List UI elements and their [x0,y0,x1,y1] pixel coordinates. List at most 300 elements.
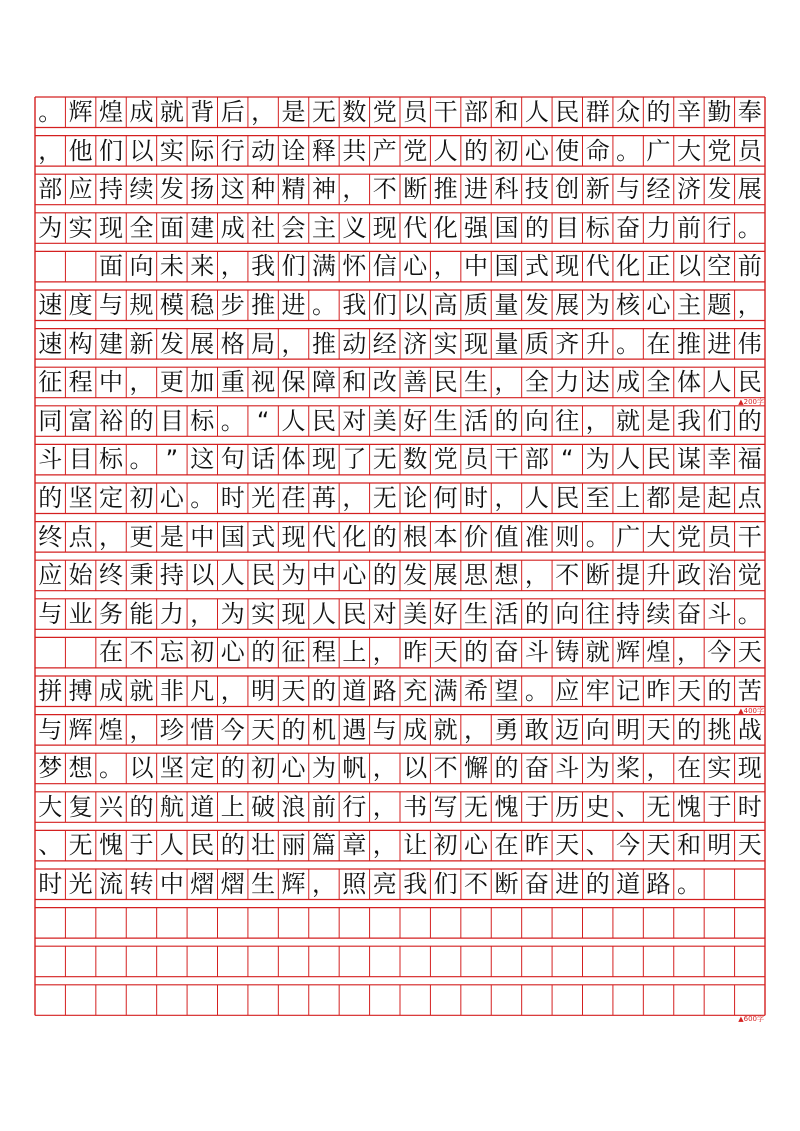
grid-cell: 以 [403,754,428,783]
grid-cell: 标 [585,213,610,242]
grid-cell: 心 [464,831,489,860]
grid-cell: 推 [251,291,276,319]
grid-cell: 想 [68,754,93,783]
grid-cell [674,942,704,980]
grid-cell: ， [433,252,458,281]
grid-cell: 点 [737,484,762,512]
grid-cell: 济 [676,175,701,204]
grid-cell: 辉 [68,715,93,744]
grid-cell: 历 [555,792,580,821]
grid-cell: 的 [38,484,63,512]
grid-cell: 展 [190,329,215,358]
grid-cell: 动 [342,329,367,358]
grid-cell: 无 [372,445,397,474]
grid-cell: 谋 [676,445,701,474]
grid-cell: 面 [99,252,124,281]
grid-cell: 路 [646,870,671,898]
grid-cell: 更 [129,522,154,551]
grid-cell: 愧 [494,792,519,821]
grid-cell: 想 [494,561,519,590]
grid-cell: 量 [494,329,519,358]
grid-cell: 题 [707,291,732,319]
grid-cell [491,942,521,980]
grid-cell: 核 [616,291,641,319]
grid-cell: 速 [38,329,63,358]
grid-cell: 人 [616,445,641,474]
grid-cell [309,981,339,1019]
grid-cell: 机 [311,715,336,744]
grid-cell: 与 [616,175,641,204]
grid-cell [370,904,400,942]
grid-cell: 。 [737,599,762,628]
grid-cell: 为 [585,754,610,783]
grid-cell: 技 [524,175,549,204]
grid-cell: 以 [676,252,701,281]
grid-cell: 发 [159,329,184,358]
grid-cell: ， [494,368,519,397]
grid-cell: 征 [38,368,63,397]
grid-cell: 部 [38,175,63,204]
grid-cell: 非 [159,677,184,705]
grid-cell: 对 [372,599,397,628]
grid-cell: 济 [403,329,428,358]
grid-cell [65,633,95,671]
grid-cell: 的 [646,98,671,126]
grid-cell: 发 [524,291,549,319]
grid-cell: 章 [342,831,367,860]
grid-cell: 推 [676,329,701,358]
grid-cell: 们 [707,406,732,435]
grid-cell: 部 [524,445,549,474]
grid-cell: 是 [646,406,671,435]
grid-cell: 中 [99,368,124,397]
grid-cell: 无 [464,792,489,821]
grid-cell: 干 [494,445,519,474]
grid-cell: 终 [38,522,63,551]
grid-cell: 主 [676,291,701,319]
grid-cell: 人 [524,484,549,512]
grid-cell [552,904,582,942]
grid-cell: 无 [646,792,671,821]
grid-cell: 奋 [616,213,641,242]
grid-cell: 民 [433,368,458,397]
text-row [35,633,765,671]
grid-cell: 始 [68,561,93,590]
grid-cell [735,865,765,903]
grid-cell: ， [372,638,397,667]
grid-cell: 向 [585,715,610,744]
grid-cell: 党 [433,445,458,474]
grid-cell [218,981,248,1019]
grid-cell [704,865,734,903]
grid-cell: 进 [707,329,732,358]
grid-cell: 障 [311,368,336,397]
grid-cell: 的 [220,754,245,783]
grid-cell: 主 [311,213,336,242]
grid-cell: 。 [99,754,124,783]
grid-cell: 初 [433,831,458,860]
grid-cell: 标 [99,445,124,474]
grid-cell: 好 [403,406,428,435]
grid-cell: 丽 [281,831,306,860]
grid-cell: ， [220,677,245,705]
grid-cell: ， [342,484,367,512]
grid-cell: 天 [555,831,580,860]
grid-cell: 心 [342,561,367,590]
grid-cell: 中 [464,252,489,281]
grid-cell [430,981,460,1019]
grid-cell: 建 [99,329,124,358]
grid-cell: 这 [220,175,245,204]
grid-cell: 史 [585,792,610,821]
grid-cell: 民 [311,406,336,435]
grid-cell: 道 [616,870,641,898]
grid-cell: 民 [190,831,215,860]
grid-cell [157,981,187,1019]
grid-cell: 中 [190,522,215,551]
grid-cell: 现 [311,445,336,474]
grid-cell: 昨 [403,638,428,667]
grid-cell: 至 [585,484,610,512]
grid-cell: 断 [403,175,428,204]
grid-cell: 体 [676,368,701,397]
grid-cell: 前 [737,252,762,281]
grid-cell: 进 [555,870,580,898]
grid-cell [35,904,65,942]
grid-cell: 现 [372,213,397,242]
grid-cell [96,981,126,1019]
grid-cell: 们 [433,870,458,898]
grid-cell: 裕 [99,406,124,435]
grid-cell: 不 [372,175,397,204]
grid-cell: 今 [616,831,641,860]
grid-cell: “ [256,406,270,435]
grid-cell: 满 [433,677,458,705]
grid-cell: 民 [737,368,762,397]
text-row [35,247,765,285]
grid-cell: 背 [190,98,215,126]
grid-cell: ， [129,715,154,744]
grid-cell: ， [281,329,306,358]
grid-cell: 斗 [707,599,732,628]
grid-cell: 民 [555,484,580,512]
grid-cell: 亮 [372,870,397,898]
grid-cell: 于 [129,831,154,860]
grid-cell: 经 [646,175,671,204]
grid-cell: 扬 [190,175,215,204]
word-count-mark: ▲200字 [738,397,764,406]
grid-cell: 诠 [281,136,306,165]
grid-cell: 续 [129,175,154,204]
grid-cell: 奉 [737,98,762,126]
grid-cell: 战 [737,715,762,744]
grid-cell: 煌 [99,715,124,744]
grid-cell [735,904,765,942]
grid-cell: 。 [616,329,641,358]
grid-cell: 话 [251,445,276,474]
grid-cell: 秉 [129,561,154,590]
grid-cell: 心 [524,136,549,165]
grid-cell: 的 [524,599,549,628]
grid-cell: 们 [99,136,124,165]
grid-cell: 生 [464,368,489,397]
grid-cell: 稳 [190,291,215,319]
grid-cell: 就 [129,677,154,705]
grid-cell: 复 [68,792,93,821]
grid-cell [430,942,460,980]
grid-cell: 目 [159,406,184,435]
grid-cell: 代 [311,522,336,551]
grid-cell: 众 [616,98,641,126]
grid-cell: 美 [403,599,428,628]
grid-cell: 。 [129,445,154,474]
grid-cell [157,942,187,980]
grid-cell: 不 [555,561,580,590]
text-row [35,672,765,710]
grid-cell: 愧 [676,792,701,821]
grid-cell [339,942,369,980]
grid-cell: 斗 [524,638,549,667]
grid-cell [339,981,369,1019]
grid-cell [461,904,491,942]
grid-cell: 。 [190,484,215,512]
text-row [35,325,765,363]
grid-cell: 坚 [159,754,184,783]
grid-cell: 改 [372,368,397,397]
text-row [35,749,765,787]
text-row [35,904,765,942]
grid-cell: 力 [159,599,184,628]
grid-cell: 的 [676,715,701,744]
grid-cell: 格 [220,329,245,358]
grid-cell: 现 [99,213,124,242]
grid-cell: 斗 [555,754,580,783]
grid-cell: 党 [707,136,732,165]
grid-cell: 在 [494,831,519,860]
word-count-mark: ▲600字 [738,1015,764,1024]
grid-cell: 是 [676,484,701,512]
grid-cell: 善 [403,368,428,397]
grid-cell: 应 [555,677,580,705]
grid-cell: 目 [555,213,580,242]
grid-cell: 的 [585,870,610,898]
grid-cell [491,981,521,1019]
grid-cell: 使 [555,136,580,165]
grid-cell [643,981,673,1019]
grid-cell: 拼 [38,677,63,705]
grid-cell: 的 [494,406,519,435]
grid-cell [248,942,278,980]
grid-cell: 保 [281,368,306,397]
grid-cell: 让 [403,831,428,860]
grid-cell: 目 [68,445,93,474]
grid-cell [35,633,65,671]
grid-cell [613,904,643,942]
grid-cell: 大 [676,136,701,165]
grid-cell [126,981,156,1019]
grid-cell: 苒 [311,484,336,512]
grid-cell: 速 [38,291,63,319]
grid-cell: 会 [281,213,306,242]
grid-cell: 的 [464,136,489,165]
grid-cell: 产 [372,136,397,165]
grid-cell: 挑 [707,715,732,744]
grid-cell: 模 [159,291,184,319]
grid-cell: ” [165,445,179,474]
grid-cell: 代 [403,213,428,242]
grid-cell [278,904,308,942]
grid-cell: 奋 [524,870,549,898]
grid-cell: 书 [403,792,428,821]
grid-cell: 、 [616,792,641,821]
text-row [35,711,765,749]
grid-cell [157,904,187,942]
grid-cell: 化 [342,522,367,551]
grid-cell: 展 [433,561,458,590]
grid-cell [583,942,613,980]
grid-cell: 展 [555,291,580,319]
grid-cell: 来 [190,252,215,281]
grid-cell: 充 [403,677,428,705]
grid-cell: 天 [676,677,701,705]
grid-cell: 伟 [737,329,762,358]
grid-cell: 大 [38,792,63,821]
grid-cell: 国 [494,213,519,242]
text-row [35,209,765,247]
grid-cell: 民 [342,599,367,628]
grid-cell: 实 [68,213,93,242]
grid-cell: 体 [281,445,306,474]
grid-cell: 辉 [281,870,306,898]
grid-cell: 都 [646,484,671,512]
grid-cell: 点 [68,522,93,551]
grid-cell: 人 [311,599,336,628]
grid-cell: 全 [524,368,549,397]
grid-cell: 精 [281,175,306,204]
grid-cell: 写 [433,792,458,821]
grid-cell: 为 [311,754,336,783]
grid-cell: 时 [38,870,63,898]
grid-cell: 他 [68,136,93,165]
grid-cell: 天 [646,831,671,860]
grid-cell: 桨 [616,754,641,783]
grid-cell: 提 [616,561,641,590]
text-row [35,363,765,401]
grid-cell: 、 [38,831,63,860]
text-row [35,402,765,440]
grid-cell: 强 [464,213,489,242]
grid-cell: 这 [190,445,215,474]
grid-cell: 成 [616,368,641,397]
text-row [35,981,765,1019]
grid-cell: 初 [190,638,215,667]
grid-cell: 展 [737,175,762,204]
grid-cell: 值 [494,522,519,551]
grid-cell: 浪 [281,792,306,821]
grid-cell: 持 [159,561,184,590]
grid-cell: 我 [342,291,367,319]
grid-cell: 干 [433,98,458,126]
grid-cell: 力 [646,213,671,242]
grid-cell: 民 [555,98,580,126]
grid-cell: 辛 [676,98,701,126]
grid-cell: 壮 [251,831,276,860]
grid-cell: 时 [464,484,489,512]
grid-cell [65,981,95,1019]
grid-cell [278,942,308,980]
grid-cell: 就 [433,715,458,744]
grid-cell: 断 [494,870,519,898]
grid-cell: 苦 [737,677,762,705]
grid-cell: 富 [68,406,93,435]
grid-cell: 局 [251,329,276,358]
grid-cell: 与 [99,291,124,319]
grid-cell: 煌 [646,638,671,667]
grid-cell: 根 [403,522,428,551]
grid-cell: ， [99,522,124,551]
grid-cell [96,904,126,942]
grid-cell: 标 [190,406,215,435]
grid-cell: 式 [524,252,549,281]
grid-cell [613,942,643,980]
grid-cell: 天 [281,677,306,705]
grid-cell: 向 [129,252,154,281]
grid-cell: 帆 [342,754,367,783]
grid-cell: 断 [585,561,610,590]
grid-cell: 的 [129,406,154,435]
grid-cell: 为 [220,599,245,628]
grid-cell [400,904,430,942]
grid-cell: 中 [311,561,336,590]
grid-cell: 初 [129,484,154,512]
grid-cell: 持 [616,599,641,628]
grid-cell: 上 [342,638,367,667]
grid-cell: 福 [737,445,762,474]
grid-cell: 记 [616,677,641,705]
text-row [35,286,765,324]
grid-cell: 治 [707,561,732,590]
grid-cell: 度 [68,291,93,319]
grid-cell: 天 [737,831,762,860]
grid-cell: 好 [433,599,458,628]
grid-cell: 就 [159,98,184,126]
grid-cell: 心 [403,252,428,281]
grid-cell: 满 [311,252,336,281]
grid-cell: 成 [220,213,245,242]
grid-cell: 。 [311,291,336,319]
grid-cell [218,904,248,942]
grid-cell: 懈 [464,754,489,783]
grid-cell: 就 [585,638,610,667]
grid-cell: ， [494,484,519,512]
grid-cell: 以 [403,291,428,319]
grid-cell: 党 [403,136,428,165]
grid-cell: 与 [372,715,397,744]
grid-cell: 员 [403,98,428,126]
grid-cell [35,942,65,980]
grid-cell: 梦 [38,754,63,783]
grid-cell: 式 [251,522,276,551]
grid-cell [643,942,673,980]
grid-cell [35,981,65,1019]
grid-cell: 行 [220,136,245,165]
grid-cell: ， [342,175,367,204]
grid-cell: 未 [159,252,184,281]
text-row [35,518,765,556]
grid-cell [278,981,308,1019]
grid-cell [552,981,582,1019]
grid-cell [187,942,217,980]
